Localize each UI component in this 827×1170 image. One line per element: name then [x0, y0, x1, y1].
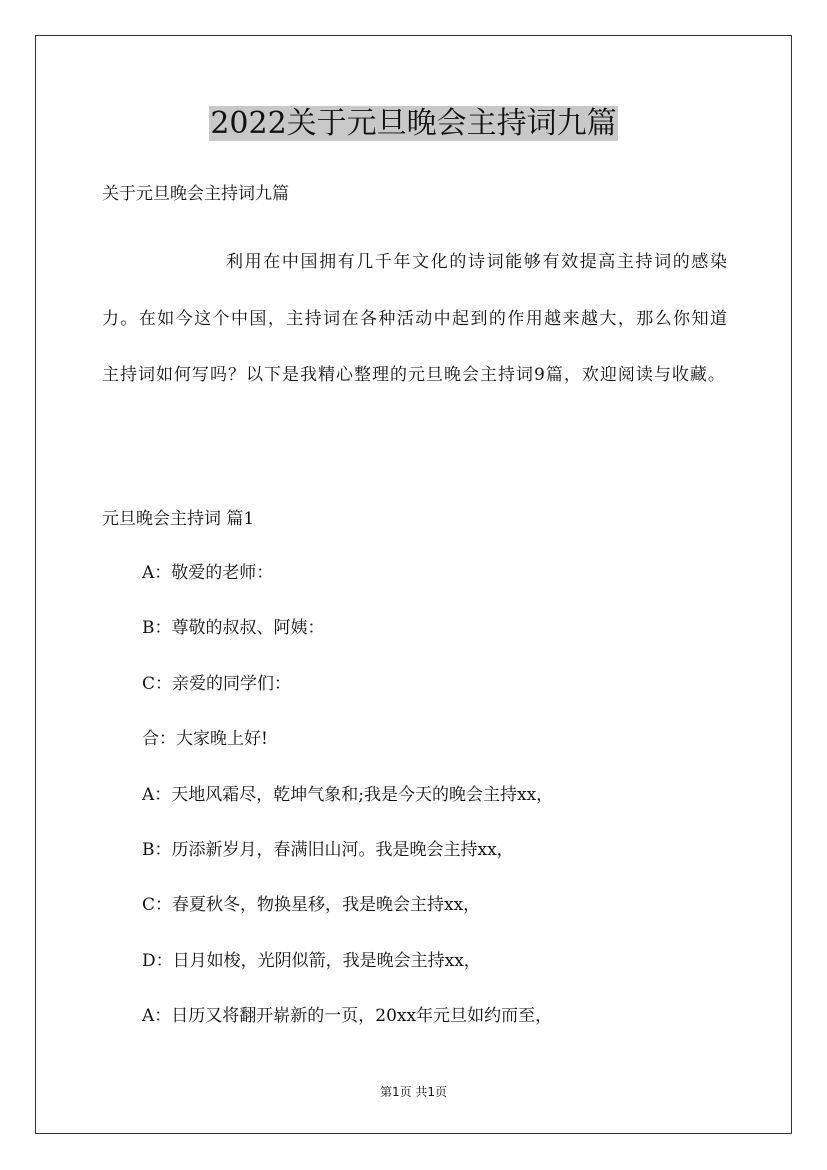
dialogue-line: B：尊敬的叔叔、阿姨： [142, 618, 325, 639]
dialogue-line: A：敬爱的老师： [142, 563, 274, 583]
document-title-text: 2022关于元旦晚会主持词九篇 [210, 106, 617, 141]
dialogue-line: D：日月如梭，光阴似箭，我是晚会主持xx， [142, 950, 481, 971]
page-footer: 第1页 共1页 [379, 1085, 448, 1099]
dialogue-line: B：历添新岁月，春满旧山河。我是晚会主持xx， [142, 839, 514, 860]
document-title [0, 104, 827, 144]
document-subtitle: 关于元旦晚会主持词九篇 [102, 184, 289, 204]
dialogue-line: 合：大家晚上好! [142, 729, 268, 750]
dialogue-line: C：春夏秋冬，物换星移，我是晚会主持xx， [142, 895, 481, 916]
dialogue-line: A：日历又将翻开崭新的一页，20xx年元旦如约而至， [142, 1006, 553, 1027]
dialogue-line: C：亲爱的同学们： [142, 673, 292, 694]
section-heading: 元旦晚会主持词 篇1 [102, 509, 255, 529]
dialogue-list [142, 561, 553, 1060]
intro-paragraph: 利用在中国拥有几千年文化的诗词能够有效提高主持词的感染力。在如今这个中国，主持词在各种活动中起到的作用越来越大，那么你知道主持词如何写吗？以下是我精心整理的元旦晚会主持词9篇，欢迎阅读与收藏。 [102, 252, 728, 385]
dialogue-line: A：天地风霜尽，乾坤气象和;我是今天的晚会主持xx， [142, 784, 554, 805]
